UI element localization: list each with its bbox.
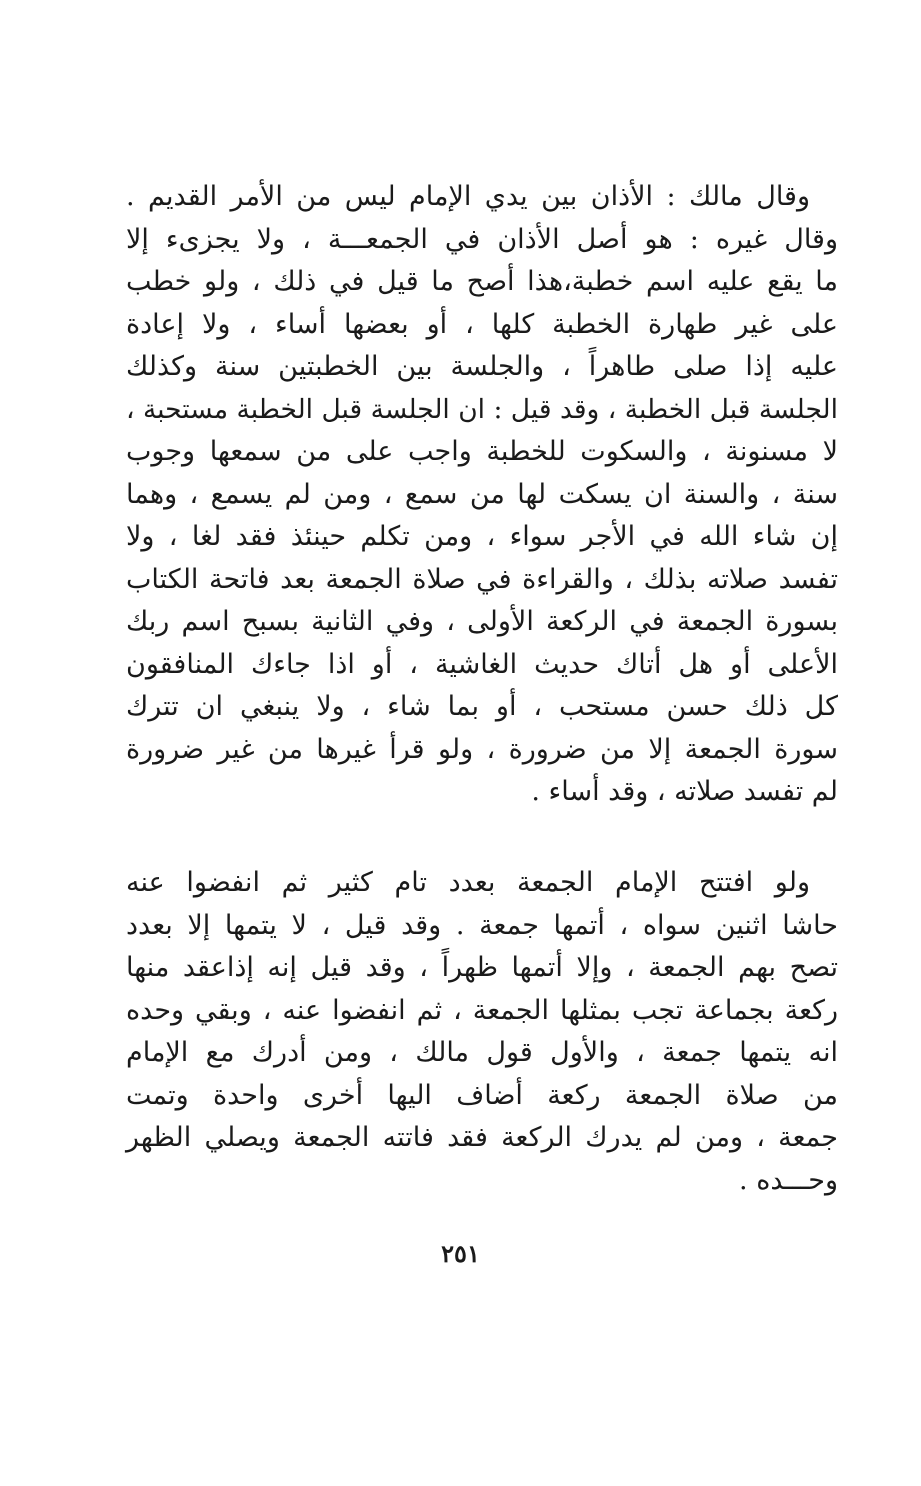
text-line: سورة الجمعة إلا من ضرورة ، ولو قرأ غيرها من غير ضرورة	[126, 733, 838, 765]
text-line: بسورة الجمعة في الركعة الأولى ، وفي الثانية بسبح اسم ربك	[126, 606, 838, 637]
text-line: ركعة بجماعة تجب بمثلها الجمعة ، ثم انفضوا عنه ، وبقي وحده	[126, 994, 838, 1026]
text-line: كل ذلك حسن مستحب ، أو بما شاء ، ولا ينبغي ان تترك	[126, 691, 838, 722]
text-line: لم تفسد صلاته ، وقد أساء .	[531, 776, 838, 807]
text-line: إن شاء الله في الأجر سواء ، ومن تكلم حينئذ فقد لغا ، ولا	[126, 521, 838, 552]
text-line: سنة ، والسنة ان يسكت لها من سمع ، ومن لم يسمع ، وهما	[126, 478, 838, 510]
paragraph-2	[126, 862, 838, 1202]
text-line: تفسد صلاته بذلك ، والقراءة في صلاة الجمعة بعد فاتحة الكتاب	[126, 563, 838, 595]
text-line: على غير طهارة الخطبة كلها ، أو بعضها أساء ، ولا إعادة	[126, 308, 838, 340]
text-line: ما يقع عليه اسم خطبة،هذا أصح ما قيل في ذلك ، ولو خطب	[126, 266, 838, 297]
text-line: حاشا اثنين سواه ، أتمها جمعة . وقد قيل ، لا يتمها إلا بعدد	[126, 909, 838, 941]
text-line: جمعة ، ومن لم يدرك الركعة فقد فاتته الجمعة ويصلي الظهر	[126, 1122, 838, 1153]
text-line: ولو افتتح الإمام الجمعة بعدد تام كثير ثم انفضوا عنه	[126, 867, 810, 898]
page-number: ٢٥١	[441, 1239, 480, 1268]
text-line: عليه إذا صلى طاهراً ، والجلسة بين الخطبتين سنة وكذلك	[126, 351, 838, 382]
text-line: وقال غيره : هو أصل الأذان في الجمعـــة ، ولا يجزىء إلا	[126, 223, 838, 255]
text-line: لا مسنونة ، والسكوت للخطبة واجب على من سمعها وجوب	[126, 436, 838, 467]
text-line: الجلسة قبل الخطبة ، وقد قيل : ان الجلسة قبل الخطبة مستحبة ،	[126, 393, 838, 425]
text-line: الأعلى أو هل أتاك حديث الغاشية ، أو اذا جاءك المنافقون	[126, 648, 838, 680]
text-line: وحـــده .	[739, 1164, 838, 1196]
text-line: انه يتمها جمعة ، والأول قول مالك ، ومن أدرك مع الإمام	[126, 1037, 838, 1068]
text-line: وقال مالك : الأذان بين يدي الإمام ليس من الأمر القديم .	[126, 181, 810, 212]
paragraph-1	[126, 176, 838, 814]
text-line: تصح بهم الجمعة ، وإلا أتمها ظهراً ، وقد قيل إنه إذاعقد منها	[126, 952, 838, 983]
text-line: من صلاة الجمعة ركعة أضاف اليها أخرى واحدة وتمت	[126, 1079, 838, 1111]
